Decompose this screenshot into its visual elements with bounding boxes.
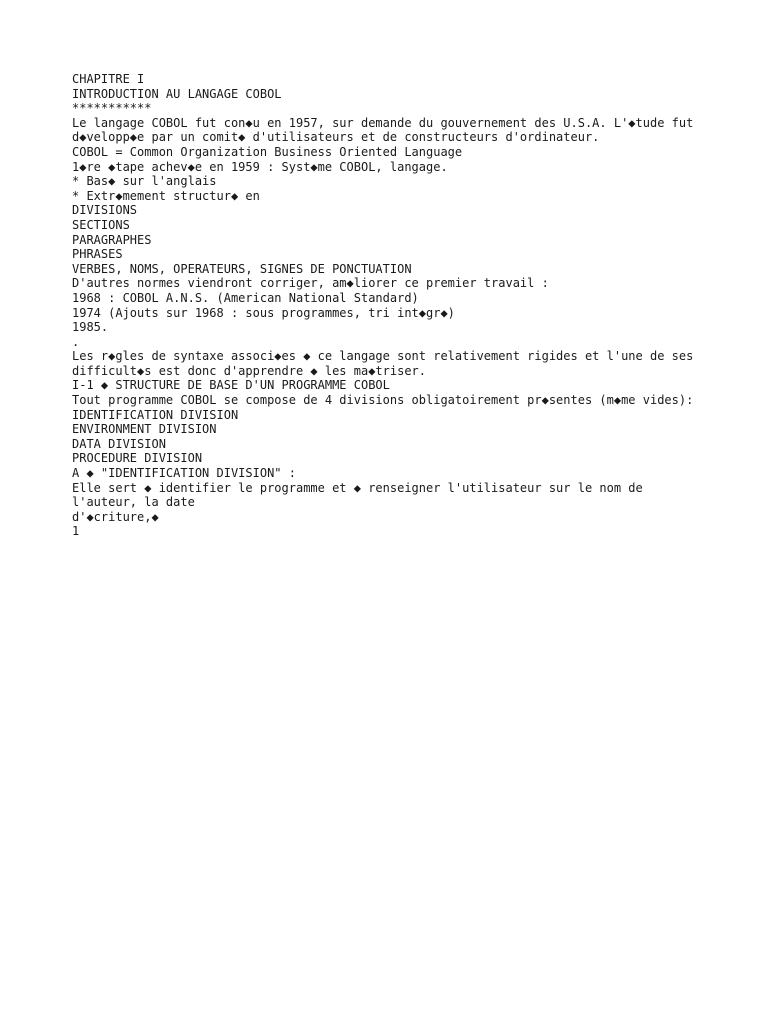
norm-entry: 1968 : COBOL A.N.S. (American National Standard) [72, 290, 419, 305]
paragraph-line: d◆velopp◆e par un comit◆ d'utilisateurs et de constructeurs d'ordinateur. [72, 130, 600, 145]
chapter-title: INTRODUCTION AU LANGAGE COBOL [72, 86, 282, 101]
structure-item: PHRASES [72, 247, 123, 262]
chapter-number: CHAPITRE I [72, 72, 145, 86]
paragraph-line: Tout programme COBOL se compose de 4 divisions obligatoirement pr◆sentes (m◆me vides): [72, 393, 694, 408]
paragraph-line: COBOL = Common Organization Business Oriented Language [72, 144, 463, 159]
division-name: IDENTIFICATION DIVISION [72, 407, 239, 422]
structure-item: DIVISIONS [72, 203, 138, 218]
page-number: 1 [72, 524, 80, 539]
paragraph-line: D'autres normes viendront corriger, am◆liorer ce premier travail : [72, 276, 549, 291]
paragraph-line: Le langage COBOL fut con◆u en 1957, sur demande du gouvernement des U.S.A. L'◆tude fut [72, 115, 694, 130]
division-name: ENVIRONMENT DIVISION [72, 422, 217, 437]
bullet-line: * Extr◆mement structur◆ en [72, 188, 260, 203]
document-page [72, 72, 702, 539]
section-heading: I-1 ◆ STRUCTURE DE BASE D'UN PROGRAMME COBOL [72, 378, 390, 393]
division-name: DATA DIVISION [72, 436, 166, 451]
title-underline: *********** [72, 101, 152, 116]
paragraph-line: difficult◆s est donc d'apprendre ◆ les ma◆triser. [72, 363, 427, 378]
paragraph-line: d'◆criture,◆ [72, 509, 159, 524]
division-name: PROCEDURE DIVISION [72, 451, 203, 466]
norm-entry: 1985. [72, 320, 109, 335]
structure-item: PARAGRAPHES [72, 232, 152, 247]
subsection-heading: A ◆ "IDENTIFICATION DIVISION" : [72, 466, 296, 481]
paragraph-line: 1◆re ◆tape achev◆e en 1959 : Syst◆me COBOL, langage. [72, 159, 448, 174]
structure-item: VERBES, NOMS, OPERATEURS, SIGNES DE PONCTUATION [72, 261, 412, 276]
bullet-line: * Bas◆ sur l'anglais [72, 174, 217, 189]
structure-item: SECTIONS [72, 217, 130, 232]
paragraph-line: Elle sert ◆ identifier le programme et ◆ renseigner l'utilisateur sur le nom de l'auteur, la date [72, 480, 650, 510]
norm-entry: 1974 (Ajouts sur 1968 : sous programmes, tri int◆gr◆) [72, 305, 455, 320]
paragraph-line: Les r◆gles de syntaxe associ◆es ◆ ce langage sont relativement rigides et l'une de ses [72, 349, 694, 364]
separator-dot: . [72, 334, 80, 349]
